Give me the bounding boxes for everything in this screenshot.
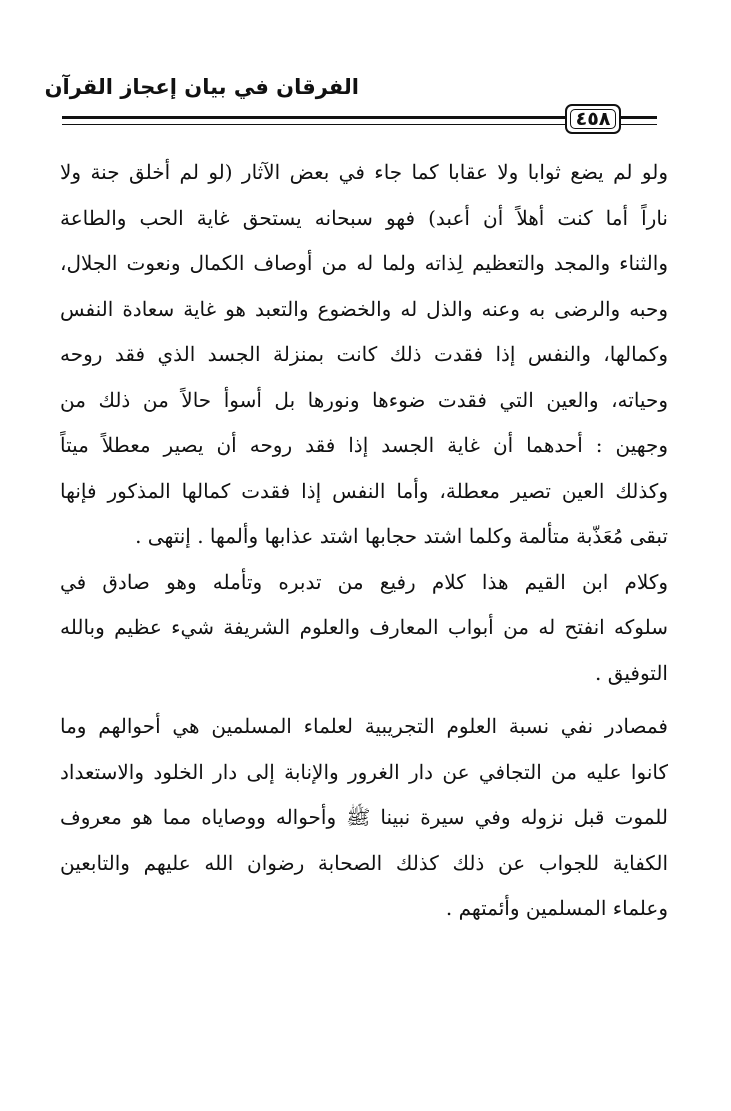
text-line: وعلماء المسلمين وأئمتهم . bbox=[445, 896, 668, 920]
text-line: ناراً أما كنت أهلاً أن أعبد) فهو سبحانه يستحق غاية الحب والطاعة bbox=[60, 205, 668, 230]
paragraph bbox=[60, 150, 668, 560]
text-line: سلوكه انفتح له من أبواب المعارف والعلوم الشريفة شيء عظيم وبالله bbox=[60, 615, 668, 639]
body-text bbox=[60, 150, 668, 932]
text-line: وحياته، والعين التي فقدت ضوءها ونورها بل أسوأ حالاً من ذلك من bbox=[60, 387, 668, 412]
text-line: التوفيق . bbox=[594, 660, 668, 685]
text-line: فمصادر نفي نسبة العلوم التجريبية لعلماء المسلمين هي أحوالهم وما bbox=[60, 714, 668, 738]
text-line: والثناء والمجد والتعظيم لِذاته ولما له من أوصاف الكمال ونعوت الجلال، bbox=[60, 251, 668, 275]
page-number: ٤٥٨ bbox=[575, 108, 611, 130]
text-line: وكذلك العين تصير معطلة، وأما النفس إذا فقدت كمالها المذكور فإنها bbox=[60, 478, 668, 503]
page-number-badge bbox=[565, 104, 621, 134]
paragraph bbox=[60, 704, 668, 932]
running-title: الفرقان في بيان إعجاز القرآن bbox=[44, 75, 359, 99]
text-line: الكفاية للجواب عن ذلك كذلك الصحابة رضوان الله عليهم والتابعين bbox=[60, 850, 668, 875]
paragraph bbox=[60, 560, 668, 697]
text-line: تبقى مُعَذّبة متألمة وكلما اشتد حجابها اشتد عذابها وألمها . إنتهى . bbox=[135, 524, 668, 548]
text-line: وحبه والرضى به وعنه والذل له والخضوع والتعبد هو غاية سعادة النفس bbox=[60, 296, 668, 321]
text-line: كانوا عليه من التجافي عن دار الغرور والإنابة إلى دار الخلود والاستعداد bbox=[60, 759, 668, 784]
text-line: وكلام ابن القيم هذا كلام رفيع من تدبره وتأمله وهو صادق في bbox=[60, 569, 668, 594]
text-line: وجهين : أحدهما أن غاية الجسد إذا فقد روحه أن يصير معطلاً ميتاً bbox=[60, 433, 668, 457]
text-line: ولو لم يضع ثوابا ولا عقابا كما جاء في بعض الآثار (لو لم أخلق جنة ولا bbox=[60, 160, 668, 184]
text-line: وكمالها، والنفس إذا فقدت ذلك كانت بمنزلة الجسد الذي فقد روحه bbox=[60, 342, 668, 366]
text-line: للموت قبل نزوله وفي سيرة نبينا ﷺ وأحواله ووصاياه مما هو معروف bbox=[60, 805, 668, 829]
